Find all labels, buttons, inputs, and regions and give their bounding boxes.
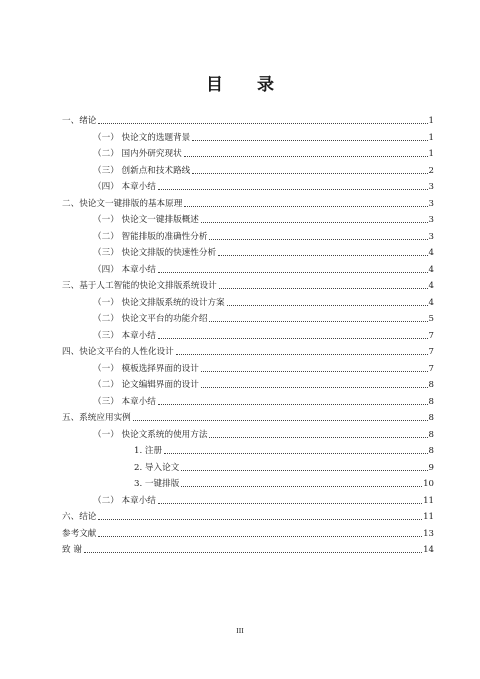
toc-title: 目 录 <box>206 75 288 95</box>
toc-leader-dots <box>209 238 427 240</box>
toc-entry-label: （三） 快论文排版的快速性分析 <box>93 248 217 258</box>
toc-entry <box>134 474 434 490</box>
toc-entry-page: 4 <box>428 264 434 275</box>
toc-entry <box>62 507 434 523</box>
toc-entry-page: 3 <box>428 182 434 192</box>
toc-entry-label: 参考文献 <box>62 528 97 539</box>
toc-entry-label: （四） 本章小结 <box>93 182 156 192</box>
toc-entry-page: 7 <box>428 330 434 341</box>
toc-leader-dots <box>201 370 428 372</box>
toc-entry-label: （一） 快论文系统的使用方法 <box>93 429 208 440</box>
toc-entry-label: （二） 智能排版的准确性分析 <box>93 231 208 242</box>
toc-entry-page: 8 <box>428 446 434 456</box>
toc-entry-page: 7 <box>428 347 434 357</box>
toc-entry-page: 1 <box>428 149 434 159</box>
toc-entry <box>93 326 434 342</box>
toc-entry <box>93 260 434 276</box>
toc-leader-dots <box>192 139 427 141</box>
toc-entry <box>93 243 434 259</box>
toc-leader-dots <box>181 469 427 471</box>
toc-entry-page: 3 <box>428 215 434 225</box>
toc-leader-dots <box>158 502 422 504</box>
toc-entry-page: 9 <box>428 462 434 473</box>
toc-entry-label: 六、结论 <box>62 512 97 522</box>
toc-entry <box>93 309 434 325</box>
toc-entry-page: 8 <box>428 413 434 423</box>
toc-entry <box>134 458 434 474</box>
page-number-footer: III <box>236 626 244 635</box>
toc-entry-page: 4 <box>428 297 434 308</box>
toc-entry-label: （二） 快论文平台的功能介绍 <box>93 314 208 324</box>
toc-entry-page: 7 <box>428 363 434 374</box>
toc-leader-dots <box>201 386 428 388</box>
toc-entry-page: 1 <box>428 132 434 143</box>
toc-leader-dots <box>219 287 428 289</box>
toc-entry-page: 4 <box>428 248 434 258</box>
toc-entry <box>93 227 434 243</box>
toc-entry <box>62 194 434 210</box>
toc-leader-dots <box>176 353 428 355</box>
toc-entry <box>134 441 434 457</box>
toc-entry-label: 二、快论文一键排版的基本原理 <box>62 198 183 209</box>
toc-entry <box>62 276 434 292</box>
toc-entry-label: 三、基于人工智能的快论文排版系统设计 <box>62 281 217 291</box>
toc-entry-label: （一） 快论文一键排版概述 <box>93 215 199 225</box>
toc-entry-page: 11 <box>423 512 434 522</box>
toc-entry <box>93 161 434 177</box>
toc-entry-page: 3 <box>428 198 434 209</box>
toc-entry-page: 13 <box>423 528 434 539</box>
toc-entry-label: （一） 快论文的选题背景 <box>93 132 191 143</box>
toc-entry <box>62 540 434 556</box>
toc-leader-dots <box>227 304 428 306</box>
toc-entry-page: 8 <box>428 396 434 407</box>
toc-entry-label: 四、快论文平台的人性化设计 <box>62 347 174 357</box>
toc-entry <box>93 491 434 507</box>
toc-entry-label: 3. 一键排版 <box>134 479 180 489</box>
toc-leader-dots <box>201 221 428 223</box>
toc-entry-label: （二） 国内外研究现状 <box>93 149 182 159</box>
toc-leader-dots <box>98 535 422 537</box>
toc-entry-page: 5 <box>428 314 434 324</box>
toc-entry-label: （四） 本章小结 <box>93 264 156 275</box>
toc-entry-page: 4 <box>428 281 434 291</box>
toc-entry-page: 2 <box>428 165 434 176</box>
toc-leader-dots <box>158 403 428 405</box>
toc-entry-label: （二） 本章小结 <box>93 495 156 506</box>
toc-leader-dots <box>158 337 428 339</box>
toc-entry <box>62 111 434 127</box>
toc-entry-page: 8 <box>428 429 434 440</box>
toc-leader-dots <box>181 485 422 487</box>
toc-leader-dots <box>209 436 427 438</box>
toc-entry <box>93 392 434 408</box>
toc-entry-label: 致 谢 <box>62 545 82 555</box>
toc-entry <box>93 177 434 193</box>
toc-leader-dots <box>209 320 427 322</box>
toc-leader-dots <box>158 271 428 273</box>
toc-entry-page: 11 <box>423 495 434 506</box>
toc-leader-dots <box>164 452 427 454</box>
toc-entry-label: （三） 创新点和技术路线 <box>93 165 191 176</box>
toc-entry <box>93 425 434 441</box>
toc-leader-dots <box>133 419 428 421</box>
toc-leader-dots <box>184 205 427 207</box>
toc-entry-page: 14 <box>423 545 434 555</box>
toc-entry-label: 2. 导入论文 <box>134 462 180 473</box>
toc-leader-dots <box>192 172 427 174</box>
toc-entry-page: 8 <box>428 380 434 390</box>
toc-entry <box>93 375 434 391</box>
toc-entry <box>93 144 434 160</box>
toc-leader-dots <box>84 551 422 553</box>
toc-entry <box>93 293 434 309</box>
toc-entry-label: （一） 模板选择界面的设计 <box>93 363 199 374</box>
toc-entry-page: 10 <box>423 479 434 489</box>
toc-entry-label: 一、绪论 <box>62 116 97 126</box>
toc-leader-dots <box>184 155 428 157</box>
toc-entry <box>93 359 434 375</box>
toc-entry-label: 1. 注册 <box>134 446 163 456</box>
toc-entry-label: 五、系统应用实例 <box>62 413 131 423</box>
toc-leader-dots <box>218 254 427 256</box>
toc-entry-label: （二） 论文编辑界面的设计 <box>93 380 199 390</box>
toc-leader-dots <box>158 188 428 190</box>
toc-entry-page: 3 <box>428 231 434 242</box>
toc-entry <box>93 128 434 144</box>
toc-leader-dots <box>98 518 422 520</box>
toc-entry <box>62 408 434 424</box>
toc-leader-dots <box>98 122 427 124</box>
toc-entry <box>62 524 434 540</box>
toc-entry <box>93 210 434 226</box>
toc-entry <box>62 342 434 358</box>
toc-entry-label: （一） 快论文排版系统的设计方案 <box>93 297 225 308</box>
toc-entry-page: 1 <box>428 116 434 126</box>
toc-entry-label: （三） 本章小结 <box>93 396 156 407</box>
toc-entry-label: （三） 本章小结 <box>93 330 156 341</box>
